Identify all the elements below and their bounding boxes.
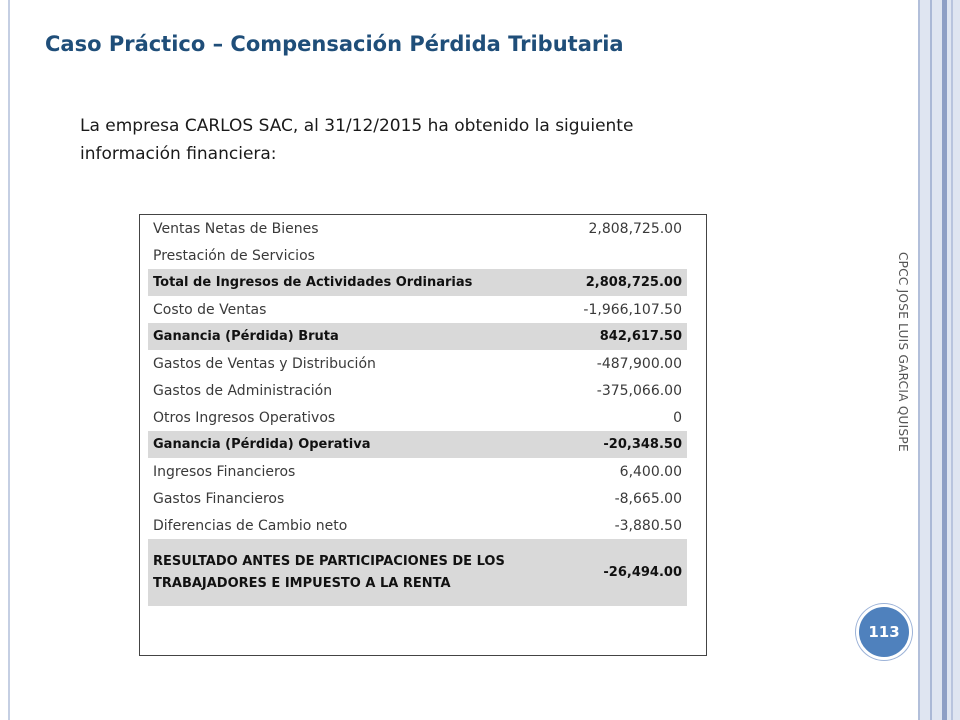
row-label: Ganancia (Pérdida) Bruta: [148, 323, 578, 350]
row-amount: 2,808,725.00: [588, 220, 682, 237]
row-amount: -8,665.00: [614, 490, 682, 507]
table-row: [148, 350, 687, 377]
row-label: RESULTADO ANTES DE PARTICIPACIONES DE LOS TRABAJADORES E IMPUESTO A LA RENTA: [148, 539, 578, 606]
table-row: [148, 215, 687, 242]
left-border-line: [8, 0, 10, 720]
band-stripe: [942, 0, 947, 720]
row-amount: -487,900.00: [596, 355, 682, 372]
table-row: [148, 296, 687, 323]
table-row-subtotal: [148, 431, 687, 458]
row-amount: 6,400.00: [619, 463, 682, 480]
band-stripe: [951, 0, 953, 720]
row-label: Total de Ingresos de Actividades Ordinarias: [148, 269, 578, 296]
table-row: [148, 404, 687, 431]
band-stripe: [918, 0, 920, 720]
row-amount: -20,348.50: [578, 431, 687, 458]
row-amount: -1,966,107.50: [583, 301, 682, 318]
row-label: Ganancia (Pérdida) Operativa: [148, 431, 578, 458]
right-decorative-band: [918, 0, 960, 720]
row-amount: 0: [673, 409, 682, 426]
row-label: Gastos Financieros: [153, 490, 285, 507]
row-amount: 2,808,725.00: [578, 269, 687, 296]
intro-text: La empresa CARLOS SAC, al 31/12/2015 ha obtenido la siguiente información financiera:: [80, 116, 634, 164]
financial-statement-table: [148, 215, 687, 606]
row-label: Costo de Ventas: [153, 301, 267, 318]
row-label: Diferencias de Cambio neto: [153, 517, 348, 534]
row-label: Gastos de Ventas y Distribución: [153, 355, 376, 372]
row-label: Gastos de Administración: [153, 382, 333, 399]
row-amount: -26,494.00: [578, 539, 687, 606]
row-label: Otros Ingresos Operativos: [153, 409, 336, 426]
table-row-subtotal: [148, 269, 687, 296]
row-amount: -375,066.00: [596, 382, 682, 399]
row-amount: [578, 242, 687, 269]
financial-statement-frame: [139, 214, 707, 656]
table-row: [148, 458, 687, 485]
row-label: Ventas Netas de Bienes: [153, 220, 319, 237]
table-row-subtotal: [148, 323, 687, 350]
table-row: [148, 485, 687, 512]
row-amount: 842,617.50: [578, 323, 687, 350]
row-amount: -3,880.50: [614, 517, 682, 534]
row-label: Ingresos Financieros: [153, 463, 296, 480]
table-row: [148, 377, 687, 404]
table-row-result: [148, 539, 687, 606]
row-label: Prestación de Servicios: [153, 247, 315, 264]
page-number-badge: 113: [856, 604, 912, 660]
table-row: [148, 512, 687, 539]
side-author-label: CPCC JOSE LUIS GARCIA QUISPE: [896, 252, 910, 452]
slide-title: Caso Práctico – Compensación Pérdida Tributaria: [45, 32, 624, 56]
band-stripe: [930, 0, 932, 720]
table-row: [148, 242, 687, 269]
